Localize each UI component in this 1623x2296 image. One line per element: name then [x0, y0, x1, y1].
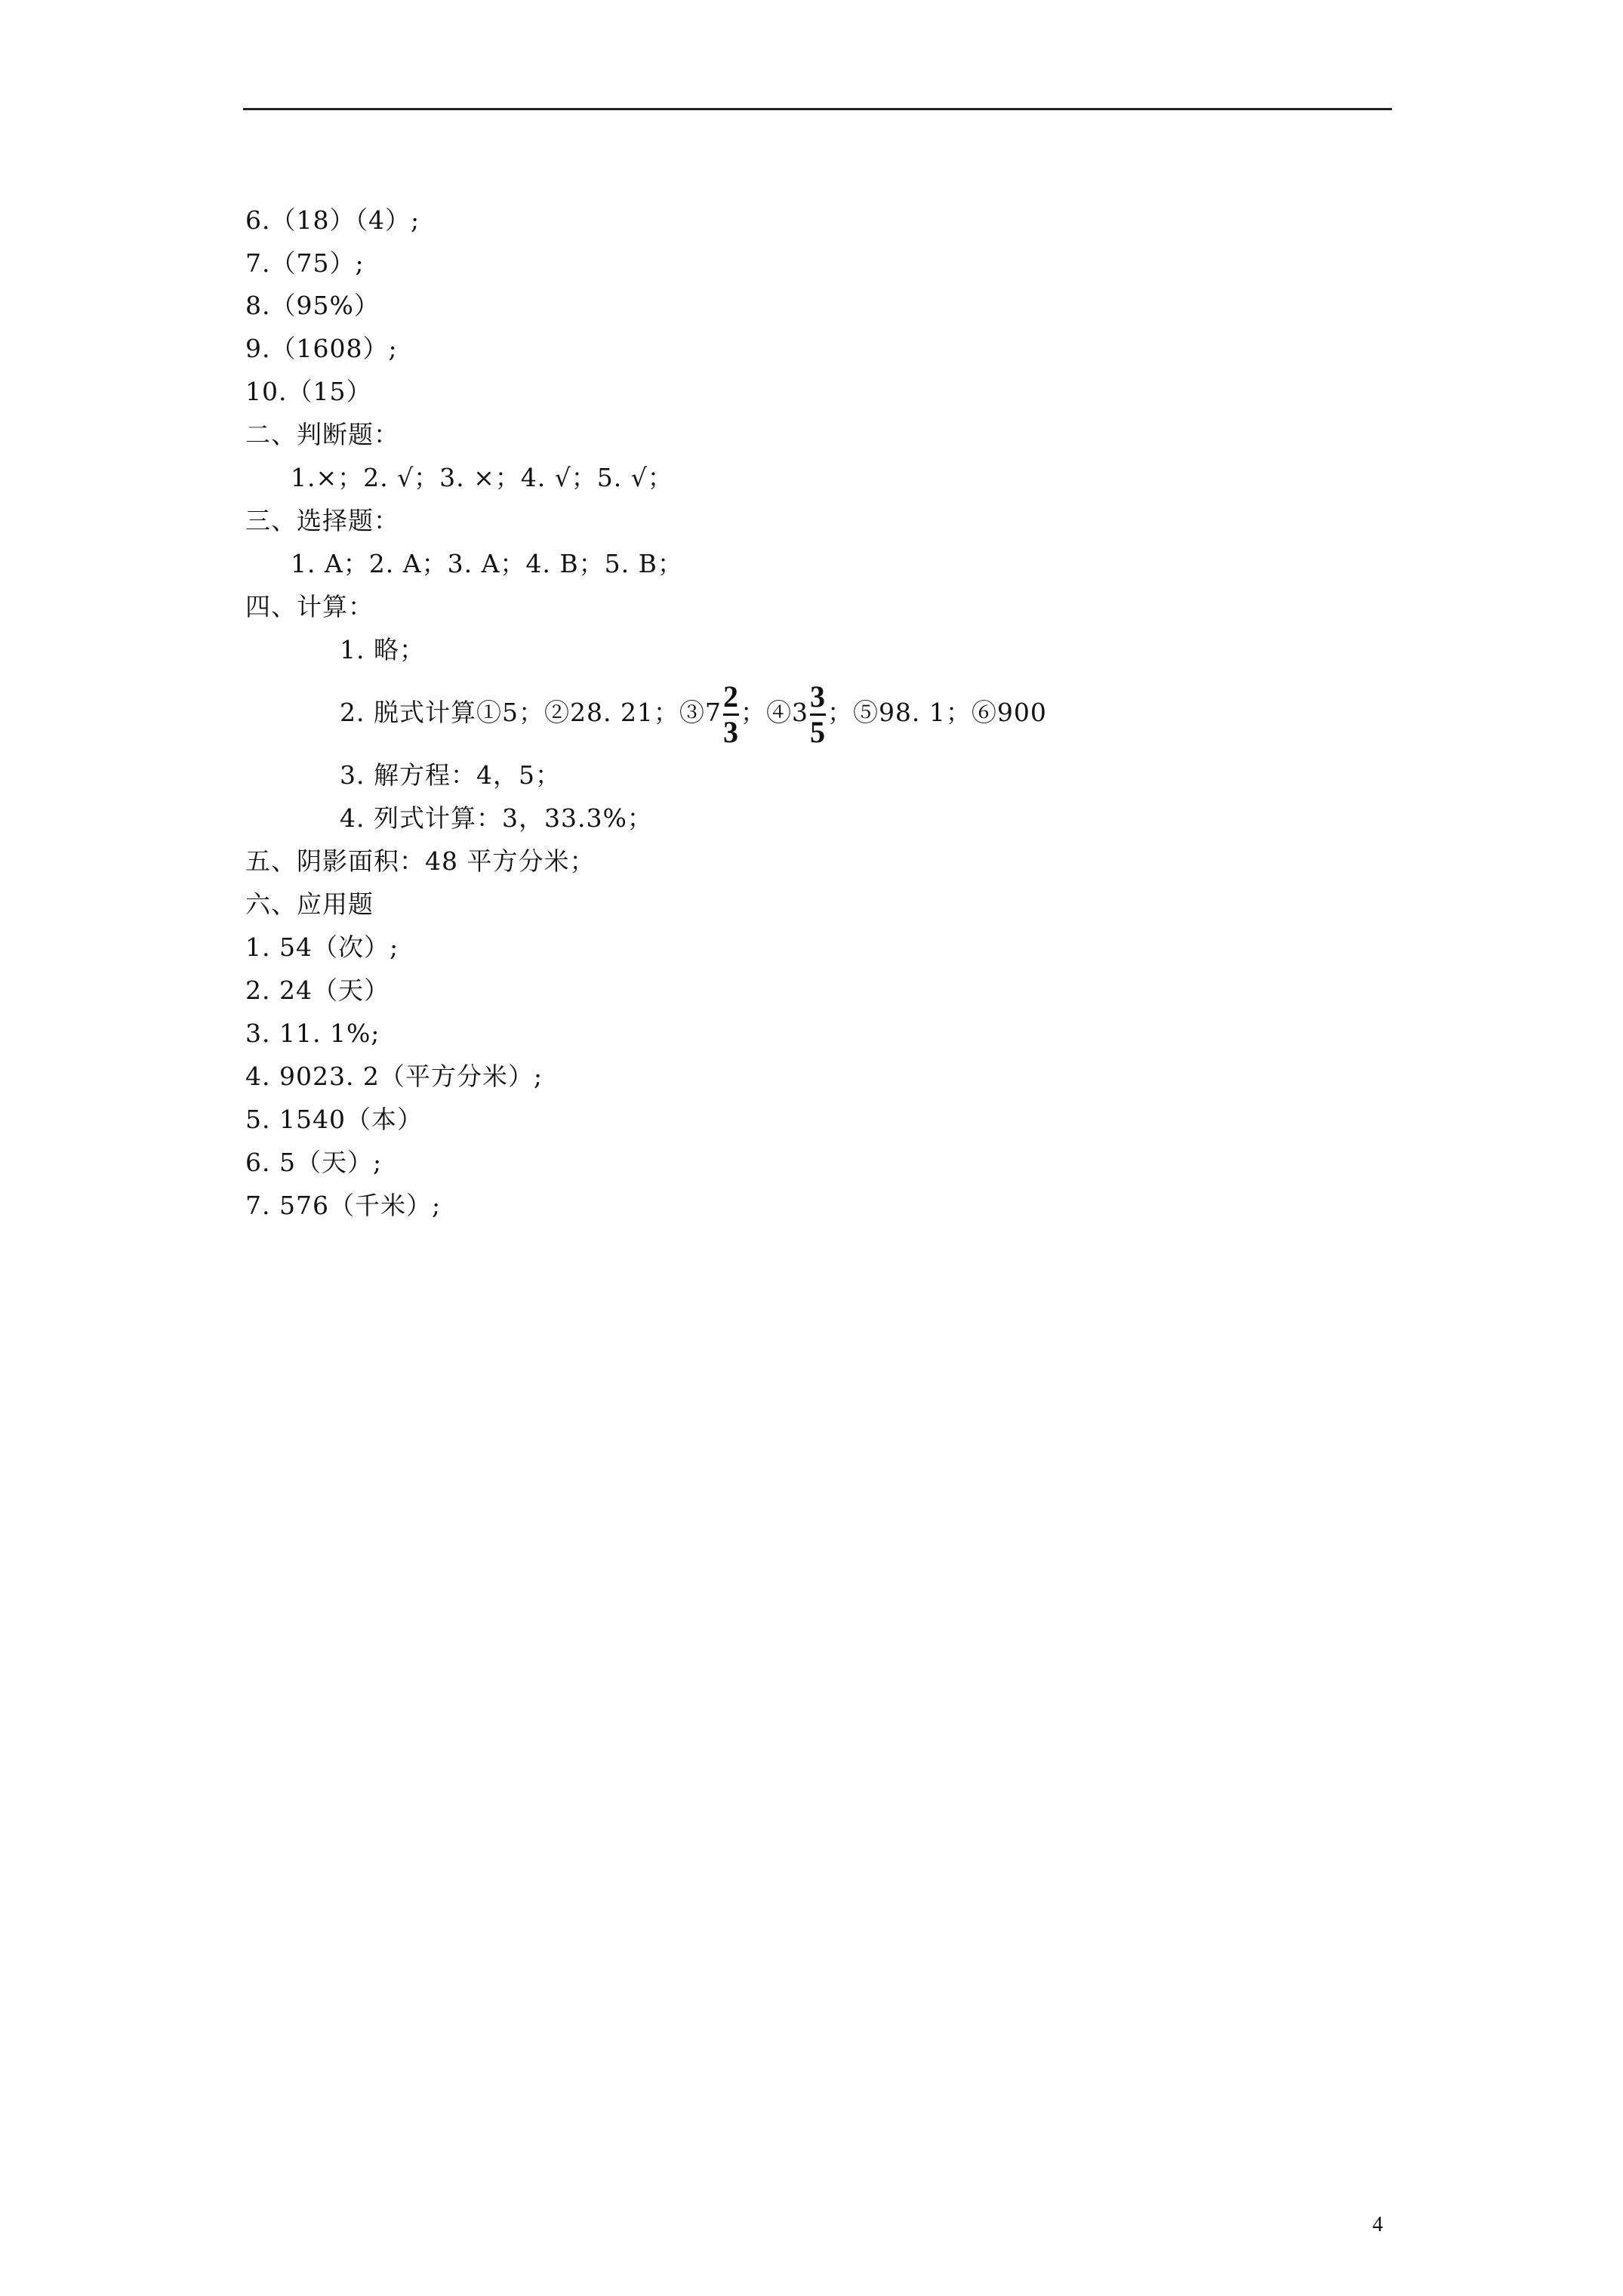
page-number: 4: [1372, 2213, 1383, 2236]
section-heading-shaded-area: 五、阴影面积：48 平方分米；: [245, 846, 596, 876]
section-heading-choice: 三、选择题：: [245, 506, 399, 535]
application-answer-1: 1. 54（次）;: [245, 932, 399, 962]
application-answer-5: 5. 1540（本）: [245, 1105, 423, 1134]
calc-item-2: [340, 678, 1047, 749]
section-heading-applications: 六、应用题: [245, 889, 374, 919]
section-heading-judgement: 二、判断题：: [245, 420, 399, 449]
section-heading-calculation: 四、计算：: [245, 592, 374, 621]
answer-line-9: 9.（1608）;: [245, 334, 398, 363]
application-answer-6: 6. 5（天）;: [245, 1148, 383, 1177]
fraction-numerator: 2: [722, 679, 739, 713]
answer-line-7: 7.（75）;: [245, 248, 365, 278]
header-rule: [243, 108, 1392, 110]
fraction-denominator: 3: [722, 714, 739, 749]
fraction-numerator: 3: [809, 679, 826, 713]
fraction-denominator: 5: [809, 714, 826, 749]
calc-item-1: 1. 略；: [340, 635, 425, 664]
answer-line-8: 8.（95%）: [245, 291, 380, 320]
application-answer-3: 3. 11. 1%;: [245, 1019, 380, 1048]
calc-item-3: 3. 解方程：4，5；: [340, 760, 561, 790]
choice-answers: 1. A；2. A；3. A；4. B；5. B；: [291, 549, 683, 578]
calc2-prefix: 2. 脱式计算①5；②28. 21；③7: [340, 698, 722, 727]
application-answer-4: 4. 9023. 2（平方分米）;: [245, 1062, 544, 1091]
fraction-three-fifths: [810, 680, 826, 749]
calc2-suffix: ；⑤98. 1；⑥900: [827, 698, 1047, 727]
calc2-mid: ；④3: [740, 698, 808, 727]
calc-item-4: 4. 列式计算：3，33.3%；: [340, 803, 653, 833]
judgement-answers: 1.×；2. √；3. ×；4. √；5. √；: [291, 463, 673, 492]
application-answer-2: 2. 24（天）: [245, 975, 390, 1005]
answer-line-6: 6.（18）（4）;: [245, 205, 420, 235]
application-answer-7: 7. 576（千米）;: [245, 1191, 442, 1220]
answer-line-10: 10.（15）: [245, 377, 372, 406]
fraction-two-thirds: [723, 680, 739, 749]
